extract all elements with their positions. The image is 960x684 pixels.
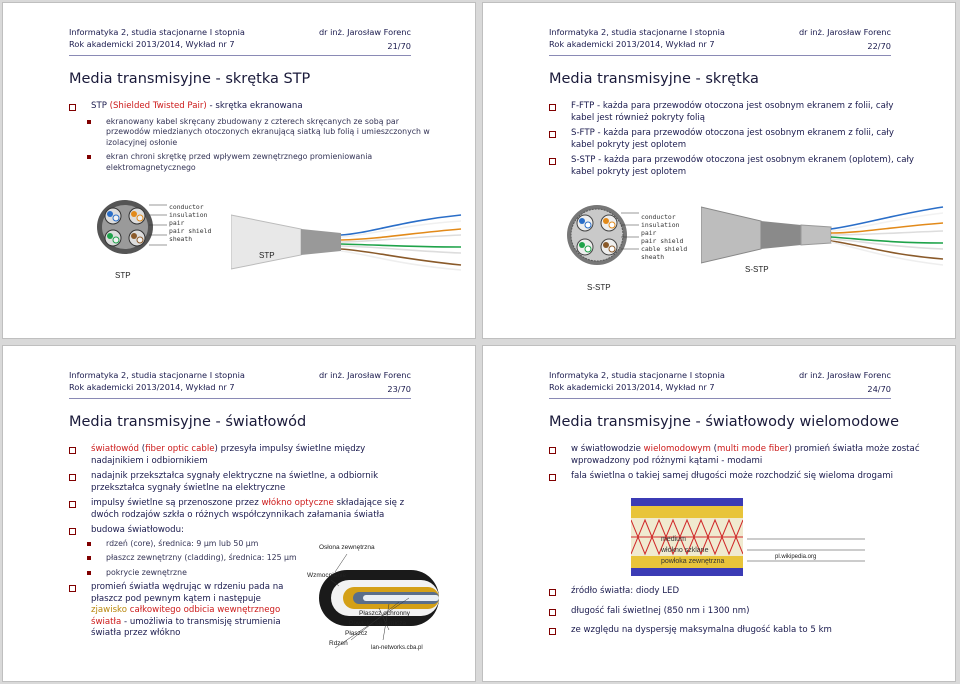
figure-label: Płaszcz [345,630,368,637]
figure-label: Wzmocnienie [307,572,347,579]
bullet-highlight: (Shielded Twisted Pair) [109,101,207,111]
figure-caption: STP [259,251,275,260]
bullet-text: w światłowodzie [571,444,644,454]
author-label: dr inż. Jarosław Forenc [318,370,411,380]
figure-label: Płaszcz ochronny [359,610,410,617]
slide-header [69,27,411,56]
sstp-cross-section-image [565,203,639,267]
fiber-structure-image [299,546,449,658]
bullet-text: impulsy świetlne są przenoszone przez [91,498,262,508]
figure-caption: STP [115,271,131,280]
bullet-square-icon [69,528,76,535]
bullet-highlight: światłowód [91,444,139,454]
year-label: Rok akademicki 2013/2014, Wykład nr 7 [549,382,715,392]
course-label: Informatyka 2, studia stacjonarne I stopnia [69,27,245,37]
slide-title: Media transmisyjne - światłowody wielomodowe [549,414,900,430]
bullet-item [69,101,437,113]
legend-label: pair [641,229,657,237]
slide-header [549,370,891,399]
legend [641,213,687,261]
author-label: dr inż. Jarosław Forenc [798,27,891,37]
bullet-text: F-FTP - każda para przewodów otoczona jest osobnym ekranem z folii, cały kabel jest również pokryty folią [571,101,894,123]
bullet-text: źródło światła: diody LED [571,586,680,596]
bullet-item [69,582,291,640]
year-label: Rok akademicki 2013/2014, Wykład nr 7 [549,39,715,49]
legend-label: pair shield [641,237,684,245]
bullet-square-icon [69,447,76,454]
bullet-text: STP [91,101,110,111]
bullet-square-icon [549,589,556,596]
bullet-square-icon [69,585,76,592]
bullet-item [69,444,455,467]
slide-24 [482,345,956,682]
legend [661,534,724,567]
bullet-text: ( [710,444,717,454]
bullet-highlight: wielomodowym [643,444,711,454]
author-label: dr inż. Jarosław Forenc [318,27,411,37]
slide-title: Media transmisyjne - skrętka STP [69,71,311,87]
bullet-highlight: zjawisko [91,605,127,615]
stp-cable-image [231,213,463,271]
figure-label: Rdzeń [329,640,348,647]
legend-label: powłoka zewnętrzna [661,558,725,565]
slide-23 [2,345,476,682]
figure-caption: S-STP [745,265,769,274]
legend-label: sheath [169,235,193,243]
bullet-item [549,128,917,151]
bullet-item [549,155,917,178]
page-number: 21/70 [387,41,411,51]
sub-bullet-icon [87,542,91,546]
bullet-square-icon [69,474,76,481]
course-label: Informatyka 2, studia stacjonarne I stopnia [549,27,725,37]
year-label: Rok akademicki 2013/2014, Wykład nr 7 [69,39,235,49]
figure-source: lan-networks.cba.pl [371,645,423,651]
sub-bullet-icon [87,120,91,124]
figure-source: pl.wikipedia.org [775,554,817,560]
bullet-square-icon [549,131,556,138]
slide-22 [482,2,956,339]
sub-text: ekranowany kabel skręcany zbudowany z czterech skręcanych ze sobą par przewodów miedzianych otoczonych ekranującą siatką lub folią i umieszczonych w izolacyjnej osłonie [106,116,430,147]
bullet-highlight: całkowitego odbicia wewnętrznego światła [91,605,281,627]
bullet-item [549,625,935,637]
course-label: Informatyka 2, studia stacjonarne I stopnia [69,370,245,380]
bullet-square-icon [549,609,556,616]
bullet-text: nadajnik przekształca sygnały elektryczne na świetlne, a odbiornik przekształca sygnały świetlne na elektryczne [91,471,379,493]
legend-label: pair [169,219,185,227]
bullet-text: fala świetlna o takiej samej długości może rozchodzić się wieloma drogami [571,471,894,481]
bullet-text: - skrętka ekranowana [206,101,303,111]
slide-body [549,586,935,641]
bullet-highlight: włókno optyczne [261,498,334,508]
sstp-cable-image [701,203,945,267]
bullet-item [549,586,935,598]
bullet-text: składające się z dwóch rodzajów szkła o różnych współczynnikach załamania światła [91,498,405,520]
bullet-text: długość fali świetlnej (850 nm i 1300 nm) [571,605,750,616]
sub-text: płaszcz zewnętrzny (cladding), średnica: 125 μm [106,553,297,562]
bullet-text: promień światła wędrując w rdzeniu pada na płaszcz pod pewnym kątem i następuje [91,582,284,604]
figure-caption: S-STP [587,283,611,292]
slide-header [69,370,411,399]
bullet-text: ( [138,444,146,454]
legend-label: conductor [169,203,204,211]
bullet-text: - umożliwia to transmisję strumienia światła przez włókno [91,616,281,638]
slide-body [549,444,935,487]
bullet-text: ) przesyła impulsy świetlne między nadajnikiem i odbiornikiem [91,444,366,466]
bullet-text: S-STP - każda para przewodów otoczona jest osobnym ekranem (oplotem), cały kabel pokryty jest oplotem [571,155,914,177]
bullet-square-icon [549,628,556,635]
bullet-text: ze względu na dyspersję maksymalna długość kabla to 5 km [571,625,832,635]
bullet-text: budowa światłowodu: [91,525,184,535]
legend [169,203,211,243]
stp-cross-section-image [95,199,167,255]
bullet-item [69,525,455,537]
bullet-square-icon [69,501,76,508]
page-number: 23/70 [387,384,411,394]
sub-text: ekran chroni skrętkę przed wpływem zewnętrznego promieniowania elektromagnetycznego [106,152,373,172]
sub-item [69,152,437,173]
bullet-square-icon [549,158,556,165]
slide-title: Media transmisyjne - skrętka [549,71,759,87]
bullet-item [549,471,935,483]
legend-label: pair shield [169,227,212,235]
page-number: 22/70 [867,41,891,51]
sub-bullet-icon [87,155,91,159]
bullet-item [69,498,455,521]
sub-bullet-icon [87,571,91,575]
page-number: 24/70 [867,384,891,394]
slide-header [549,27,891,56]
slide-body [69,101,437,177]
legend-label: conductor [641,213,676,221]
legend-label: medium [661,536,686,543]
slide-body [549,101,917,182]
slide-21 [2,2,476,339]
year-label: Rok akademicki 2013/2014, Wykład nr 7 [69,382,235,392]
legend-label: cable shield [641,245,688,253]
bullet-highlight: multi mode fiber [716,444,789,454]
legend-label: insulation [169,211,208,219]
sub-text: pokrycie zewnętrzne [106,567,187,577]
figure-label: Osłona zewnętrzna [319,544,375,551]
bullet-item [549,444,935,467]
legend-lines-image [747,534,867,566]
slide-title: Media transmisyjne - światłowód [69,414,307,430]
bullet-square-icon [549,474,556,481]
legend-label: sheath [641,253,665,261]
bullet-text: S-FTP - każda para przewodów otoczona jest osobnym ekranem z folii, cały kabel pokryty jest oplotem [571,128,894,150]
legend-label: insulation [641,221,680,229]
bullet-text: ) promień światła może zostać wprowadzony pod różnymi kątami - modami [571,444,920,466]
bullet-item [69,471,455,494]
bullet-square-icon [549,104,556,111]
bullet-square-icon [69,104,76,111]
figure-label: Powłoka lakiernicza [349,620,407,627]
course-label: Informatyka 2, studia stacjonarne I stopnia [549,370,725,380]
bullet-square-icon [549,447,556,454]
author-label: dr inż. Jarosław Forenc [798,370,891,380]
bullet-item [549,101,917,124]
bullet-highlight: fiber optic cable [145,444,215,454]
legend-label: włókno szklane [661,547,709,554]
sub-item [69,117,437,149]
sub-text: rdzeń (core), średnica: 9 μm lub 50 μm [106,538,259,548]
sub-bullet-icon [87,556,91,560]
bullet-item [549,606,935,618]
